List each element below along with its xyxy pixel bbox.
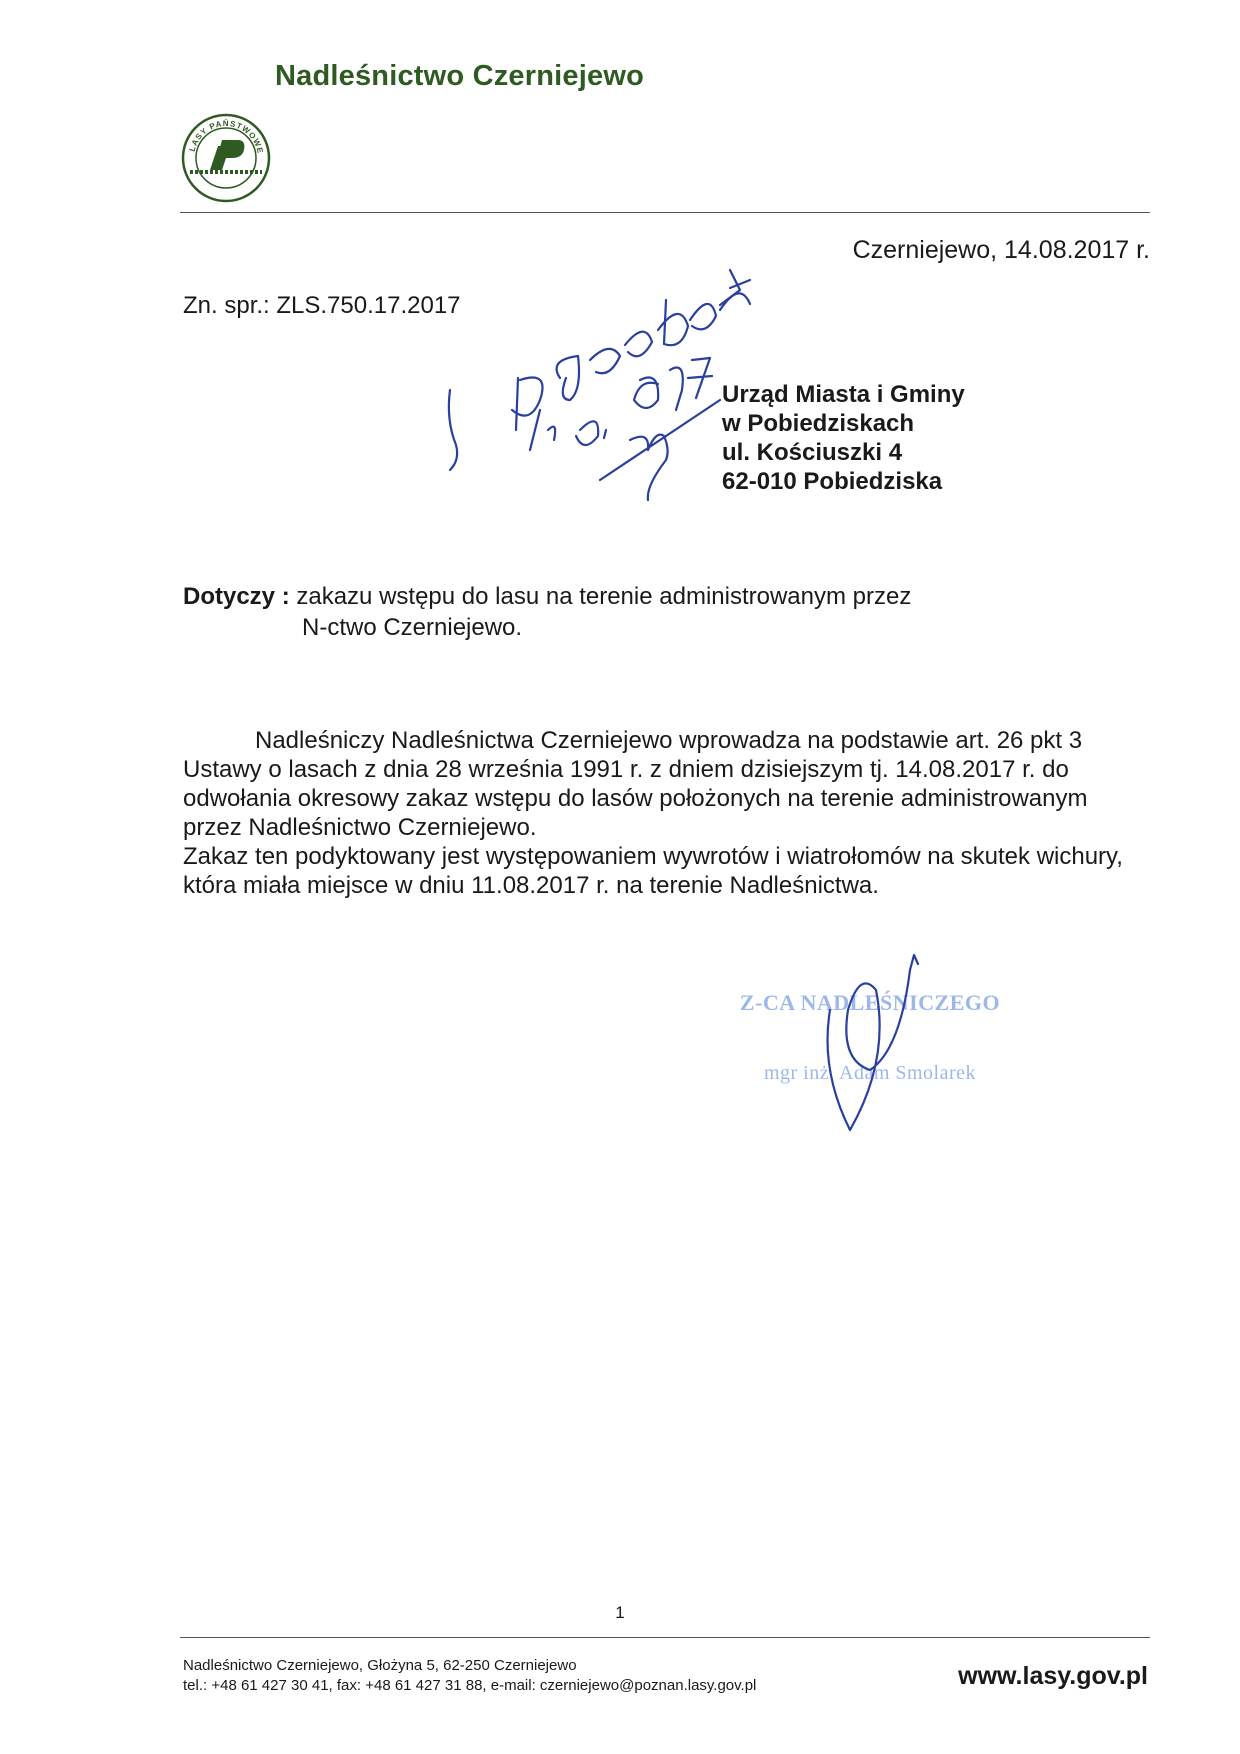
body-paragraph: Zakaz ten podyktowany jest występowaniem wywrotów i wiatrołomów na skutek wichury, która miała miejsce w dniu 11.08.2017 r. na terenie Nadleśnictwa. [183,843,1123,899]
footer-phone-email: tel.: +48 61 427 30 41, fax: +48 61 427 31 88, e-mail: czerniejewo@poznan.lasy.gov.pl [183,1677,757,1694]
recipient-line: ul. Kościuszki 4 [722,439,903,466]
footer-divider [180,1637,1150,1638]
subject-label: Dotyczy : [183,583,290,610]
page-number: 1 [615,1603,625,1622]
organization-name: Nadleśnictwo Czerniejewo [275,60,644,92]
recipient-address [722,380,965,496]
logo-label: LASY PAŃSTWOWE [187,118,265,155]
footer-address: Nadleśnictwo Czerniejewo, Głożyna 5, 62-250 Czerniejewo [183,1657,577,1674]
recipient-line: w Pobiedziskach [722,410,915,437]
header-divider [180,212,1150,213]
letter-body [183,726,1143,900]
lasy-panstwowe-logo [180,112,272,204]
recipient-line: 62-010 Pobiedziska [722,468,943,495]
stamp-name: mgr inż. Adam Smolarek [763,1062,977,1084]
body-paragraph: Nadleśniczy Nadleśnictwa Czerniejewo wprowadza na podstawie art. 26 pkt 3 Ustawy o lasach z dnia 28 września 1991 r. z dniem dzisiejszym tj. 14.08.2017 r. do odwołania okresowy zakaz wstępu do lasów położonych na terenie administrowanym przez Nadleśnictwo Czerniejewo. [183,727,1088,841]
stamp-title: Z-CA NADLEŚNICZEGO [739,990,1001,1015]
subject-text-continued: N-ctwo Czerniejewo. [302,614,523,641]
subject-text: zakazu wstępu do lasu na terenie administrowanym przez [296,583,912,610]
subject-block [183,581,1003,643]
recipient-line: Urząd Miasta i Gminy [722,381,965,408]
letter-date: Czerniejewo, 14.08.2017 r. [852,236,1150,264]
footer-contact [183,1656,756,1696]
reference-number: Zn. spr.: ZLS.750.17.2017 [183,292,461,319]
website-link[interactable]: www.lasy.gov.pl [958,1662,1148,1690]
handwritten-signature [800,950,940,1150]
